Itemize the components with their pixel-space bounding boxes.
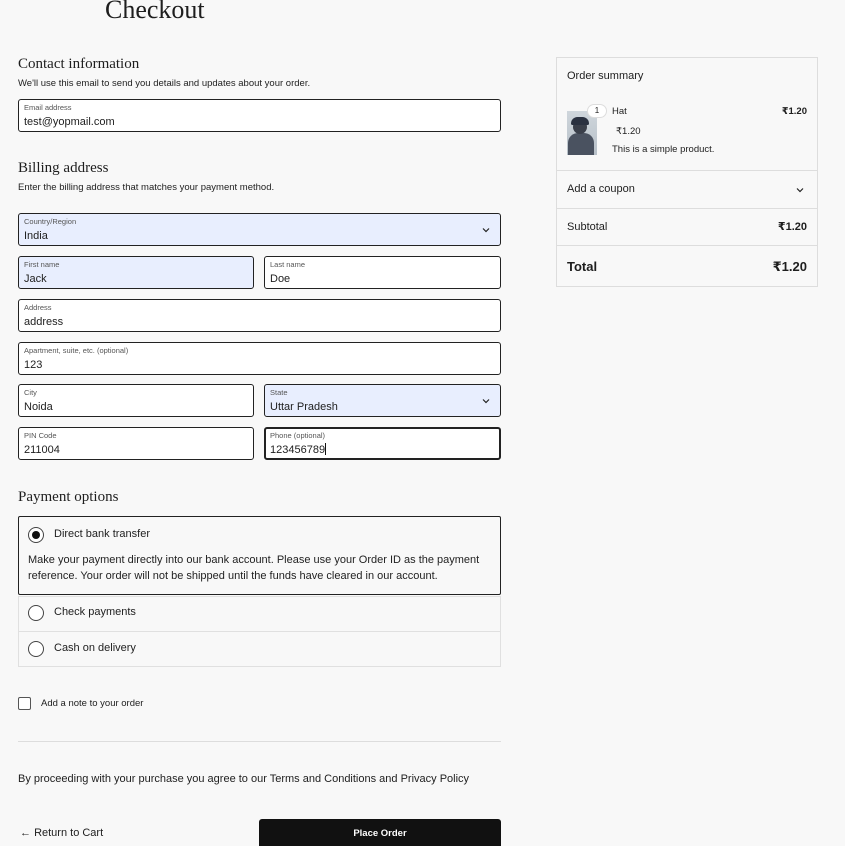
billing-section-description: Enter the billing address that matches your payment method. xyxy=(18,182,275,193)
billing-section-title: Billing address xyxy=(18,160,109,176)
product-price: ₹1.20 xyxy=(781,106,807,117)
apartment-field[interactable] xyxy=(18,342,501,375)
pin-code-field-value: 211004 xyxy=(24,444,60,456)
add-coupon-toggle[interactable]: Add a coupon xyxy=(567,183,635,195)
city-field-label: City xyxy=(24,388,37,397)
pin-code-field-label: PIN Code xyxy=(24,431,57,440)
city-field-value: Noida xyxy=(24,401,53,413)
state-select[interactable] xyxy=(264,384,501,417)
payment-option-description: Make your payment directly into our bank account. Please use your Order ID as the payment reference. Your order will not be shipped until the funds have cleared in our account. xyxy=(28,554,480,582)
order-summary-title: Order summary xyxy=(567,70,644,82)
total-label: Total xyxy=(567,259,598,274)
quantity-badge: 1 xyxy=(587,104,607,118)
last-name-field[interactable] xyxy=(264,256,501,289)
summary-divider xyxy=(557,245,817,246)
phone-field-value-wrap xyxy=(270,443,326,457)
total-value: ₹1.20 xyxy=(772,259,807,274)
chevron-down-icon xyxy=(481,225,491,235)
payment-option-bank-transfer[interactable] xyxy=(18,516,501,595)
terms-text: By proceeding with your purchase you agree to our Terms and Conditions and Privacy Policy xyxy=(18,773,470,785)
first-name-field-label: First name xyxy=(24,260,60,269)
place-order-button[interactable]: Place Order xyxy=(259,819,501,846)
summary-divider xyxy=(557,170,817,171)
first-name-field-value: Jack xyxy=(24,273,47,285)
page-title: Checkout xyxy=(105,0,205,24)
chevron-down-icon xyxy=(481,396,491,406)
first-name-field[interactable] xyxy=(18,256,254,289)
chevron-down-icon[interactable] xyxy=(795,185,805,195)
payment-option-label: Cash on delivery xyxy=(54,642,136,654)
email-field-label: Email address xyxy=(24,103,72,112)
phone-field-value: 123456789 xyxy=(270,444,326,456)
add-note-label[interactable]: Add a note to your order xyxy=(41,698,144,709)
country-select[interactable] xyxy=(18,213,501,246)
apartment-field-label: Apartment, suite, etc. (optional) xyxy=(24,346,129,355)
last-name-field-label: Last name xyxy=(270,260,306,269)
payment-option-label: Direct bank transfer xyxy=(54,528,150,540)
state-select-value: Uttar Pradesh xyxy=(270,401,338,413)
payment-section-title: Payment options xyxy=(18,489,119,505)
apartment-field-value: 123 xyxy=(24,359,43,371)
phone-field[interactable] xyxy=(264,427,501,460)
email-field-value: test@yopmail.com xyxy=(24,116,115,128)
payment-option-label: Check payments xyxy=(54,606,136,618)
city-field[interactable] xyxy=(18,384,254,417)
arrow-left-icon: ← xyxy=(20,827,31,839)
divider xyxy=(18,741,501,742)
phone-field-label: Phone (optional) xyxy=(270,431,326,440)
pin-code-field[interactable] xyxy=(18,427,254,460)
return-to-cart-label: Return to Cart xyxy=(34,827,104,839)
product-unit-price: ₹1.20 xyxy=(616,126,641,137)
subtotal-value: ₹1.20 xyxy=(777,221,807,233)
order-summary-panel xyxy=(556,57,818,287)
contact-section-description: We'll use this email to send you details and updates about your order. xyxy=(18,78,311,89)
country-select-label: Country/Region xyxy=(24,217,77,226)
text-cursor xyxy=(325,443,326,455)
summary-divider xyxy=(557,208,817,209)
product-name: Hat xyxy=(612,106,627,117)
last-name-field-value: Doe xyxy=(270,273,291,285)
add-note-checkbox[interactable] xyxy=(18,697,31,710)
address-field-value: address xyxy=(24,316,64,328)
address-field-label: Address xyxy=(24,303,52,312)
payment-option-check[interactable] xyxy=(18,596,501,631)
address-field[interactable] xyxy=(18,299,501,332)
country-select-value: India xyxy=(24,230,48,242)
contact-section-title: Contact information xyxy=(18,56,140,72)
radio-cash-on-delivery[interactable] xyxy=(28,641,44,657)
subtotal-label: Subtotal xyxy=(567,221,608,233)
email-field[interactable] xyxy=(18,99,501,132)
state-select-label: State xyxy=(270,388,288,397)
payment-option-cod[interactable] xyxy=(18,632,501,667)
return-to-cart-link[interactable] xyxy=(20,826,103,840)
radio-check-payments[interactable] xyxy=(28,605,44,621)
radio-bank-transfer[interactable] xyxy=(28,527,44,543)
product-description: This is a simple product. xyxy=(612,144,715,155)
